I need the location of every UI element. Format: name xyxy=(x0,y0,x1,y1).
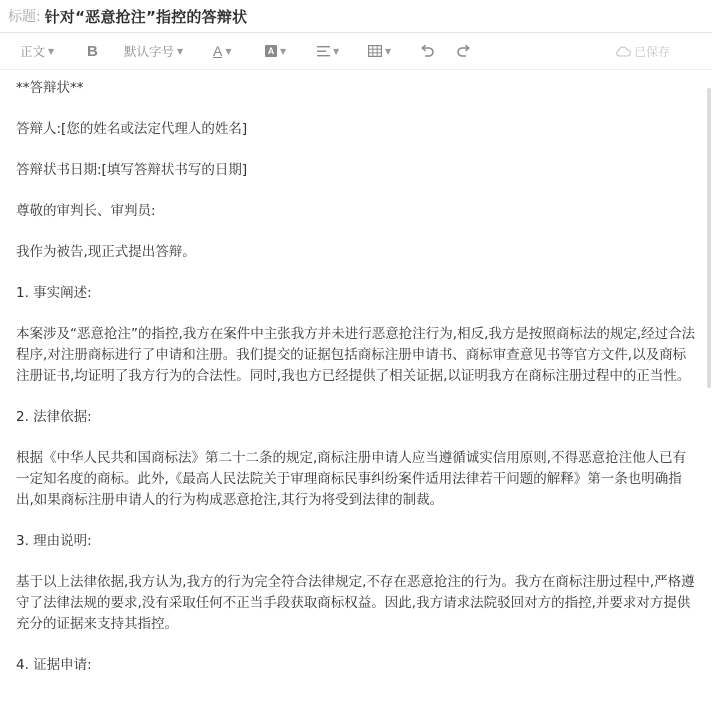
bold-icon: B xyxy=(87,42,98,60)
font-size-dropdown[interactable] xyxy=(124,33,183,69)
redo-icon xyxy=(456,44,472,58)
chevron-down-icon: ▼ xyxy=(333,46,340,56)
undo-button[interactable] xyxy=(419,33,435,69)
paragraph-style-label: 正文 xyxy=(20,44,46,59)
chevron-down-icon: ▼ xyxy=(280,46,287,56)
title-row xyxy=(0,0,712,33)
respondent-line: 答辩人:[您的姓名或法定代理人的姓名] xyxy=(16,121,248,137)
chevron-down-icon: ▼ xyxy=(177,46,184,56)
chevron-down-icon: ▼ xyxy=(225,46,232,56)
section-heading-reasons: 3. 理由说明: xyxy=(16,533,92,549)
font-size-label: 默认字号 xyxy=(124,44,175,59)
facts-paragraph: 本案涉及“恶意抢注”的指控,我方在案件中主张我方并未进行恶意抢注行为,相反,我方是按照商标法的规定,经过合法程序,对注册商标进行了申请和注册。我们提交的证据包括商标注册申请书、商标审查意见书等官方文件,以及商标注册证书,均证明了我方行为的合法性。同时,我也方已经提供了相关证据,以证明我方在商标注册过程中的正当性。 xyxy=(16,326,696,384)
table-button[interactable] xyxy=(368,33,391,69)
document-title-input[interactable]: 针对“恶意抢注”指控的答辩状 xyxy=(44,7,248,26)
paragraph-style-dropdown[interactable] xyxy=(20,33,54,69)
reasons-paragraph: 基于以上法律依据,我方认为,我方的行为完全符合法律规定,不存在恶意抢注的行为。我方在商标注册过程中,严格遵守了法律法规的要求,没有采取任何不正当手段获取商标权益。因此,我方请求法院驳回对方的指控,并要求对方提供充分的证据来支持其指控。 xyxy=(16,574,695,632)
document-body[interactable] xyxy=(16,78,696,696)
save-status xyxy=(615,33,670,69)
font-color-icon: A xyxy=(213,43,223,59)
bold-button[interactable] xyxy=(87,33,98,69)
cloud-icon xyxy=(615,46,631,57)
font-color-button[interactable] xyxy=(213,33,232,69)
align-button[interactable] xyxy=(317,33,339,69)
chevron-down-icon: ▼ xyxy=(48,46,55,56)
doc-heading: **答辩状** xyxy=(16,80,84,96)
intro-paragraph: 我作为被告,现正式提出答辩。 xyxy=(16,244,196,260)
title-label: 标题: xyxy=(8,9,41,25)
scrollbar[interactable] xyxy=(707,88,711,388)
highlight-button[interactable] xyxy=(265,33,286,69)
salutation: 尊敬的审判长、审判员: xyxy=(16,203,156,219)
date-line: 答辩状书日期:[填写答辩状书写的日期] xyxy=(16,162,248,178)
chevron-down-icon: ▼ xyxy=(385,46,392,56)
align-icon xyxy=(317,46,330,57)
redo-button[interactable] xyxy=(456,33,472,69)
save-status-label: 已保存 xyxy=(634,44,671,59)
highlight-icon: A xyxy=(265,45,277,57)
section-heading-evidence: 4. 证据申请: xyxy=(16,657,92,673)
table-icon xyxy=(368,45,382,57)
law-paragraph: 根据《中华人民共和国商标法》第二十二条的规定,商标注册申请人应当遵循诚实信用原则,不得恶意抢注他人已有一定知名度的商标。此外,《最高人民法院关于审理商标民事纠纷案件适用法律若干问题的解释》第一条也明确指出,如果商标注册申请人的行为构成恶意抢注,其行为将受到法律的制裁。 xyxy=(16,450,687,508)
undo-icon xyxy=(419,44,435,58)
section-heading-facts: 1. 事实阐述: xyxy=(16,285,92,301)
editor-toolbar xyxy=(0,33,712,70)
section-heading-law: 2. 法律依据: xyxy=(16,409,92,425)
